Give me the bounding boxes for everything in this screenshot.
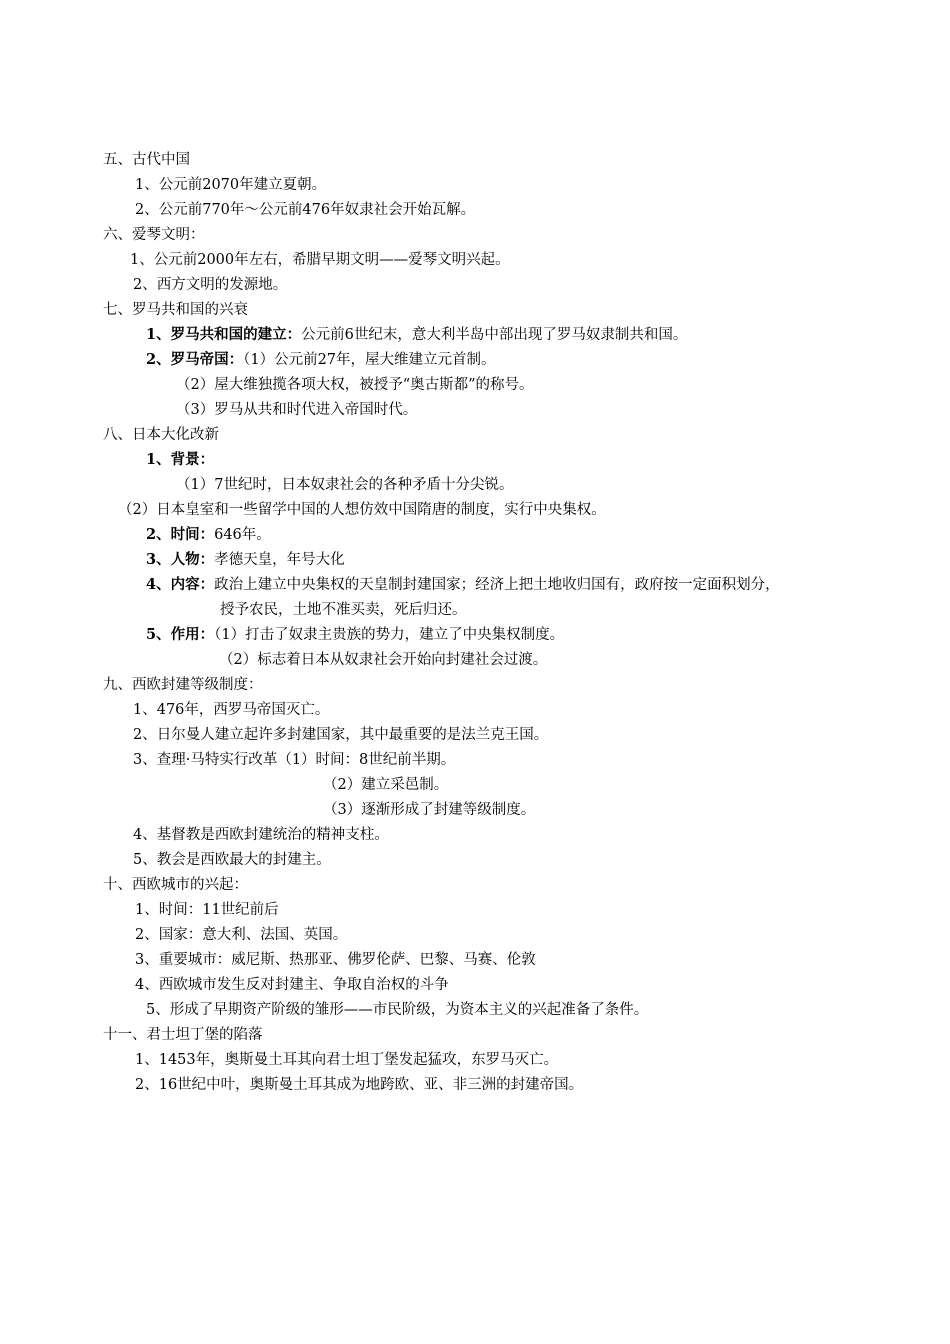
item-label: 2、罗马帝国： bbox=[146, 351, 244, 368]
sub-item: （2）标志着日本从奴隶社会开始向封建社会过渡。 bbox=[219, 652, 548, 668]
sub-item: （2）建立采邑制。 bbox=[323, 777, 449, 793]
sub-item: （2）日本皇室和一些留学中国的人想仿效中国隋唐的制度，实行中央集权。 bbox=[118, 502, 606, 518]
section-heading-6: 六、爱琴文明： bbox=[103, 227, 205, 243]
item-label: 1、罗马共和国的建立： bbox=[146, 326, 302, 343]
section-heading-10: 十、西欧城市的兴起： bbox=[103, 877, 248, 893]
section-heading-9: 九、西欧封建等级制度： bbox=[103, 677, 263, 693]
list-item: 2、日尔曼人建立起许多封建国家，其中最重要的是法兰克王国。 bbox=[133, 727, 549, 743]
item-text: 公元前6世纪末，意大利半岛中部出现了罗马奴隶制共和国。 bbox=[301, 327, 688, 343]
item-text: 646年。 bbox=[214, 527, 271, 543]
list-item: 2、16世纪中叶，奥斯曼土耳其成为地跨欧、亚、非三洲的封建帝国。 bbox=[135, 1077, 584, 1093]
section-heading-11: 十一、君士坦丁堡的陷落 bbox=[103, 1027, 263, 1043]
item-continuation: 授予农民，土地不准买卖，死后归还。 bbox=[220, 602, 467, 618]
list-item: 4、西欧城市发生反对封建主、争取自治权的斗争 bbox=[135, 977, 449, 993]
item-label: 4、内容： bbox=[146, 576, 215, 593]
item-text: 政治上建立中央集权的天皇制封建国家；经济上把土地收归国有，政府按一定面积划分， bbox=[214, 577, 780, 593]
sub-item: （1）7世纪时，日本奴隶社会的各种矛盾十分尖锐。 bbox=[176, 477, 514, 493]
list-item bbox=[146, 325, 687, 345]
list-item: 3、重要城市：威尼斯、热那亚、佛罗伦萨、巴黎、马赛、伦敦 bbox=[135, 952, 536, 968]
list-item: 4、基督教是西欧封建统治的精神支柱。 bbox=[133, 827, 389, 843]
list-item bbox=[146, 575, 780, 595]
list-item: 1、时间：11世纪前后 bbox=[135, 902, 279, 918]
item-label: 5、作用： bbox=[146, 626, 215, 643]
item-label: 1、背景： bbox=[146, 451, 215, 468]
sub-item: （2）屋大维独揽各项大权，被授予“奥古斯都”的称号。 bbox=[176, 377, 534, 393]
list-item: 2、国家：意大利、法国、英国。 bbox=[135, 927, 348, 943]
item-label: 3、人物： bbox=[146, 551, 215, 568]
list-item: 1、476年，西罗马帝国灭亡。 bbox=[133, 702, 330, 718]
list-item: 2、西方文明的发源地。 bbox=[133, 277, 288, 293]
list-item bbox=[146, 525, 271, 545]
item-text: 孝德天皇，年号大化 bbox=[214, 552, 345, 568]
list-item: 2、公元前770年～公元前476年奴隶社会开始瓦解。 bbox=[135, 202, 476, 218]
list-item: 5、形成了早期资产阶级的雏形——市民阶级，为资本主义的兴起准备了条件。 bbox=[146, 1002, 649, 1018]
list-item: 5、教会是西欧最大的封建主。 bbox=[133, 852, 331, 868]
section-heading-5: 五、古代中国 bbox=[103, 152, 190, 168]
list-item bbox=[146, 350, 496, 370]
item-text: （1）打击了奴隶主贵族的势力，建立了中央集权制度。 bbox=[214, 627, 565, 643]
item-text: （1）公元前27年，屋大维建立元首制。 bbox=[243, 352, 496, 368]
item-label: 2、时间： bbox=[146, 526, 215, 543]
list-item: 1、公元前2000年左右，希腊早期文明——爱琴文明兴起。 bbox=[130, 252, 510, 268]
list-item: 1、1453年，奥斯曼土耳其向君士坦丁堡发起猛攻，东罗马灭亡。 bbox=[135, 1052, 559, 1068]
list-item: 3、查理·马特实行改革（1）时间：8世纪前半期。 bbox=[133, 752, 456, 768]
sub-item: （3）逐渐形成了封建等级制度。 bbox=[323, 802, 536, 818]
list-item: 1、公元前2070年建立夏朝。 bbox=[135, 177, 327, 193]
section-heading-7: 七、罗马共和国的兴衰 bbox=[103, 302, 248, 318]
sub-item: （3）罗马从共和时代进入帝国时代。 bbox=[176, 402, 418, 418]
section-heading-8: 八、日本大化改新 bbox=[103, 427, 219, 443]
list-item bbox=[146, 550, 345, 570]
list-item bbox=[146, 625, 564, 645]
